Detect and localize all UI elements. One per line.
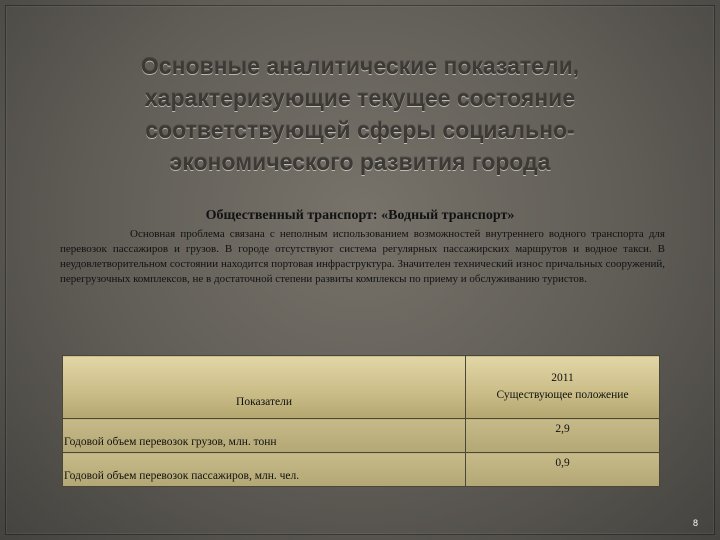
header-year: 2011 [551,372,574,384]
row-value: 0,9 [466,453,660,487]
section-subtitle: Общественный транспорт: «Водный транспорт» [205,208,515,223]
title-line: Основные аналитические показатели, [140,53,580,79]
header-year-cell [466,356,660,419]
slide-title [60,50,660,178]
title-line: соответствующей сферы социально- [145,117,575,143]
row-label: Годовой объем перевозок пассажиров, млн. чел. [63,453,466,487]
row-label: Годовой объем перевозок грузов, млн. тонн [63,419,466,453]
description-paragraph: Основная проблема связана с неполным использованием возможностей внутреннего водного транспорта для перевозок пассажиров и грузов. В городе отсутствуют система регулярных пассажирских маршрутов и водное такси. В неудовлетворительном состоянии находится портовая инфраструктура. Значителен технический износ причальных сооружений, перегрузочных комплексов, не в достаточной степени развиты комплексы по приему и обслуживанию туристов. [60,228,665,285]
header-state: Существующее положение [496,389,629,401]
page-number: 8 [693,518,699,528]
title-line: экономического развития города [169,149,551,175]
row-value: 2,9 [466,419,660,453]
table-row [63,419,660,453]
title-line: характеризующие текущее состояние [144,85,576,111]
header-indicator-cell: Показатели [63,356,466,419]
table-row [63,453,660,487]
indicators-table [62,355,660,487]
table-header-row [63,356,660,419]
